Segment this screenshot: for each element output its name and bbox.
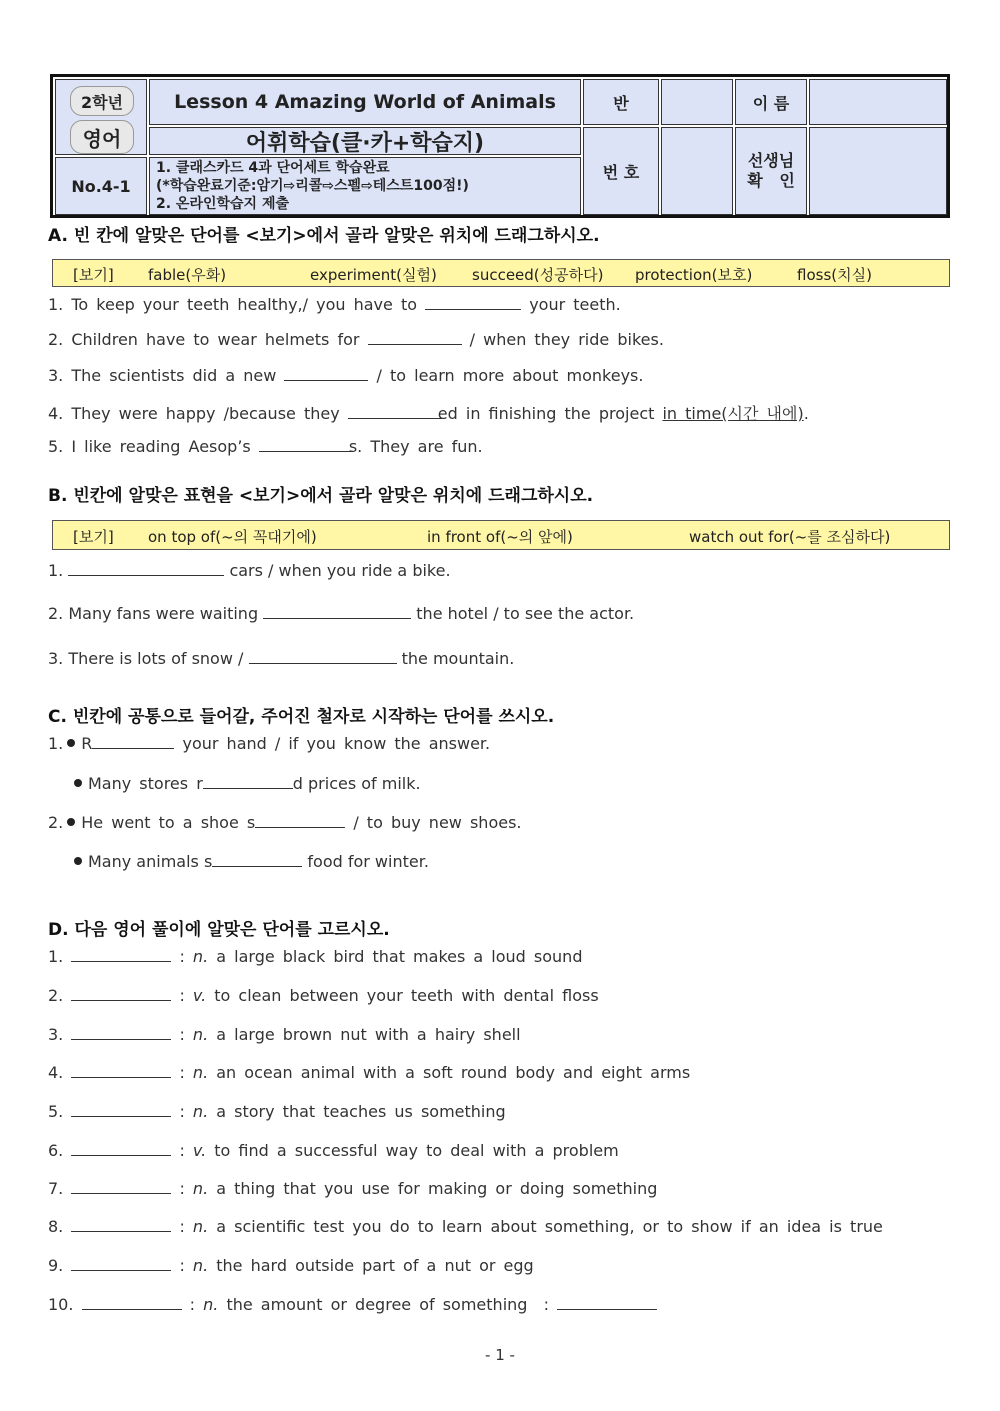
section-c-title: C. 빈칸에 공통으로 들어갈, 주어진 철자로 시작하는 단어를 쓰시오.: [48, 707, 555, 727]
question-number: 9.: [48, 1256, 64, 1275]
subtitle: 어휘학습(클·카+학습지): [149, 127, 581, 155]
definition-text: the amount or degree of something: [226, 1295, 528, 1314]
answer-blank[interactable]: [71, 1217, 171, 1232]
question-text: 1. To keep your teeth healthy,/ you have to: [48, 295, 417, 314]
answer-blank[interactable]: [71, 986, 171, 1001]
section-b-title: B. 빈칸에 알맞은 표현을 <보기>에서 골라 알맞은 위치에 드래그하시오.: [48, 486, 594, 506]
num-field[interactable]: [661, 127, 733, 215]
question-text: 4. They were happy /because they: [48, 404, 340, 423]
answer-blank[interactable]: [71, 1102, 171, 1117]
part-of-speech: n.: [192, 1217, 209, 1236]
section-d-item: 8. : n. a scientific test you do to learn about something, or to show if an idea is true: [48, 1217, 883, 1236]
question-text: .: [803, 404, 809, 423]
question-text: the mountain.: [401, 649, 515, 668]
part-of-speech: n.: [192, 1025, 209, 1044]
number-cell: No.4-1: [55, 157, 147, 215]
answer-blank[interactable]: [68, 561, 224, 576]
answer-blank[interactable]: [255, 813, 345, 828]
part-of-speech: n.: [192, 1179, 209, 1198]
section-d-item: 10. : n. the amount or degree of something :: [48, 1295, 657, 1314]
answer-blank[interactable]: [259, 437, 353, 452]
question-number: 6.: [48, 1141, 64, 1160]
teacher-label-line-2: 확 인: [747, 171, 795, 190]
section-a-question-2: [48, 330, 664, 349]
definition-text: a story that teaches us something: [216, 1102, 506, 1121]
subject-badge: 영어: [70, 120, 134, 154]
definition-text: the hard outside part of a nut or egg: [216, 1256, 534, 1275]
instruction-line-1: 1. 클래스카드 4과 단어세트 학습완료: [156, 160, 390, 176]
part-of-speech: n.: [203, 1295, 219, 1314]
question-text: d prices of milk.: [292, 774, 421, 793]
answer-blank[interactable]: [425, 295, 521, 310]
bullet-icon: [67, 818, 75, 826]
answer-blank[interactable]: [212, 852, 302, 867]
section-b-question-3: [48, 649, 514, 668]
phrase-option[interactable]: in front of(~의 앞에): [427, 528, 573, 546]
section-c-question-2b: [70, 852, 429, 871]
question-text: 3. There is lots of snow /: [48, 649, 244, 668]
question-text: / to buy new shoes.: [353, 813, 522, 832]
question-text: cars / when you ride a bike.: [229, 561, 451, 580]
phrase-option[interactable]: on top of(~의 꼭대기에): [148, 528, 317, 546]
section-d-item: 5. : n. a story that teaches us something: [48, 1102, 506, 1121]
word-option[interactable]: succeed(성공하다): [472, 266, 604, 284]
section-a-question-5: [48, 437, 483, 456]
header-table: [50, 74, 950, 218]
section-d-item: 1. : n. a large black bird that makes a loud sound: [48, 947, 583, 966]
question-text: your hand / if you know the answer.: [182, 734, 491, 753]
phrase-option[interactable]: watch out for(~를 조심하다): [689, 528, 891, 546]
word-option[interactable]: protection(보호): [635, 266, 753, 284]
page-number: - 1 -: [485, 1346, 515, 1364]
word-bank-label: [보기]: [73, 528, 114, 546]
grade-badge: 2학년: [70, 86, 134, 116]
section-b-question-2: [48, 604, 634, 623]
answer-blank[interactable]: [82, 1295, 182, 1310]
answer-blank[interactable]: [557, 1295, 657, 1310]
question-text: Many animals s: [88, 852, 213, 871]
answer-blank[interactable]: [71, 947, 171, 962]
answer-blank[interactable]: [71, 1179, 171, 1194]
answer-blank[interactable]: [368, 330, 462, 345]
answer-blank[interactable]: [348, 404, 442, 419]
bullet-icon: [67, 739, 75, 747]
section-a-question-3: [48, 366, 643, 385]
teacher-check-field[interactable]: [809, 127, 947, 215]
question-number: 7.: [48, 1179, 64, 1198]
grade-subject-cell: [55, 79, 147, 155]
section-a-title: A. 빈 칸에 알맞은 단어를 <보기>에서 골라 알맞은 위치에 드래그하시오.: [48, 226, 600, 246]
answer-blank[interactable]: [249, 649, 397, 664]
bullet-icon: [74, 857, 82, 865]
section-c-question-1b: [70, 774, 421, 793]
question-number: 5.: [48, 1102, 64, 1121]
question-text: He went to a shoe s: [81, 813, 256, 832]
question-text: / to learn more about monkeys.: [376, 366, 644, 385]
question-text: 2. Children have to wear helmets for: [48, 330, 360, 349]
question-text: s. They are fun.: [348, 437, 483, 456]
section-d-item: 4. : n. an ocean animal with a soft round body and eight arms: [48, 1063, 691, 1082]
part-of-speech: n.: [192, 1063, 209, 1082]
definition-text: a large black bird that makes a loud sound: [216, 947, 583, 966]
definition-text: a scientific test you do to learn about something, or to show if an idea is true: [216, 1217, 883, 1236]
question-text: 5. I like reading Aesop’s: [48, 437, 251, 456]
question-number: 1.: [48, 947, 64, 966]
part-of-speech: n.: [192, 947, 209, 966]
answer-blank[interactable]: [263, 604, 411, 619]
answer-blank[interactable]: [71, 1256, 171, 1271]
teacher-label: [735, 127, 807, 215]
answer-blank[interactable]: [71, 1141, 171, 1156]
section-c-question-1a: [48, 734, 490, 753]
part-of-speech: v.: [192, 986, 207, 1005]
section-b-word-bank: [52, 520, 950, 550]
question-number: 10.: [48, 1295, 74, 1314]
definition-text: an ocean animal with a soft round body and eight arms: [216, 1063, 691, 1082]
question-text: ed in finishing the project: [437, 404, 655, 423]
answer-blank[interactable]: [71, 1063, 171, 1078]
section-d-item: 9. : n. the hard outside part of a nut or egg: [48, 1256, 534, 1275]
section-d-title: D. 다음 영어 풀이에 알맞은 단어를 고르시오.: [48, 920, 390, 940]
question-text: your teeth.: [529, 295, 621, 314]
question-text: 3. The scientists did a new: [48, 366, 277, 385]
definition-text: to find a successful way to deal with a problem: [214, 1141, 619, 1160]
class-label: 반: [583, 79, 659, 125]
instruction-line-3: 2. 온라인학습지 제출: [156, 196, 289, 212]
class-field[interactable]: [661, 79, 733, 125]
section-a-word-bank: [52, 259, 950, 287]
num-label: 번 호: [583, 127, 659, 215]
instructions-cell: [149, 157, 581, 215]
section-a-question-4: [48, 401, 809, 424]
question-text: 1.: [48, 561, 64, 580]
question-number: 4.: [48, 1063, 64, 1082]
name-field[interactable]: [809, 79, 947, 125]
word-option[interactable]: experiment(실험): [310, 266, 437, 284]
definition-text: a large brown nut with a hairy shell: [216, 1025, 521, 1044]
question-number: 3.: [48, 1025, 64, 1044]
answer-blank[interactable]: [71, 1025, 171, 1040]
question-text: 2. Many fans were waiting: [48, 604, 259, 623]
instruction-line-2: (*학습완료기준:암기⇨리콜⇨스펠⇨테스트100점!): [156, 178, 469, 194]
question-text: the hotel / to see the actor.: [416, 604, 635, 623]
name-label: 이 름: [735, 79, 807, 125]
definition-text: a thing that you use for making or doing something: [216, 1179, 658, 1198]
part-of-speech: v.: [192, 1141, 207, 1160]
section-d-item: 6. : v. to find a successful way to deal with a problem: [48, 1141, 619, 1160]
part-of-speech: n.: [192, 1256, 209, 1275]
question-number: 8.: [48, 1217, 64, 1236]
lesson-title: Lesson 4 Amazing World of Animals: [149, 79, 581, 125]
question-text: / when they ride bikes.: [469, 330, 664, 349]
teacher-label-line-1: 선생님: [747, 151, 795, 170]
definition-text: to clean between your teeth with dental floss: [214, 986, 599, 1005]
question-text: Many stores r: [88, 774, 203, 793]
bullet-icon: [74, 779, 82, 787]
section-b-question-1: [48, 561, 451, 580]
section-d-item: 7. : n. a thing that you use for making or doing something: [48, 1179, 658, 1198]
answer-blank[interactable]: [203, 774, 293, 789]
word-bank-label: [보기]: [73, 266, 114, 284]
section-d-item: 2. : v. to clean between your teeth with dental floss: [48, 986, 599, 1005]
word-option[interactable]: floss(치실): [797, 266, 872, 284]
section-d-item: 3. : n. a large brown nut with a hairy shell: [48, 1025, 521, 1044]
question-text: food for winter.: [307, 852, 429, 871]
underlined-phrase: in time(시간 내에): [662, 404, 804, 423]
word-option[interactable]: fable(우화): [148, 266, 227, 284]
section-c-question-2a: [48, 813, 522, 832]
part-of-speech: n.: [192, 1102, 209, 1121]
question-number: 1.: [48, 734, 64, 753]
question-number: 2.: [48, 813, 64, 832]
section-a-question-1: [48, 295, 621, 314]
answer-blank[interactable]: [92, 734, 174, 749]
question-text: R: [81, 734, 93, 753]
question-number: 2.: [48, 986, 64, 1005]
answer-blank[interactable]: [284, 366, 368, 381]
